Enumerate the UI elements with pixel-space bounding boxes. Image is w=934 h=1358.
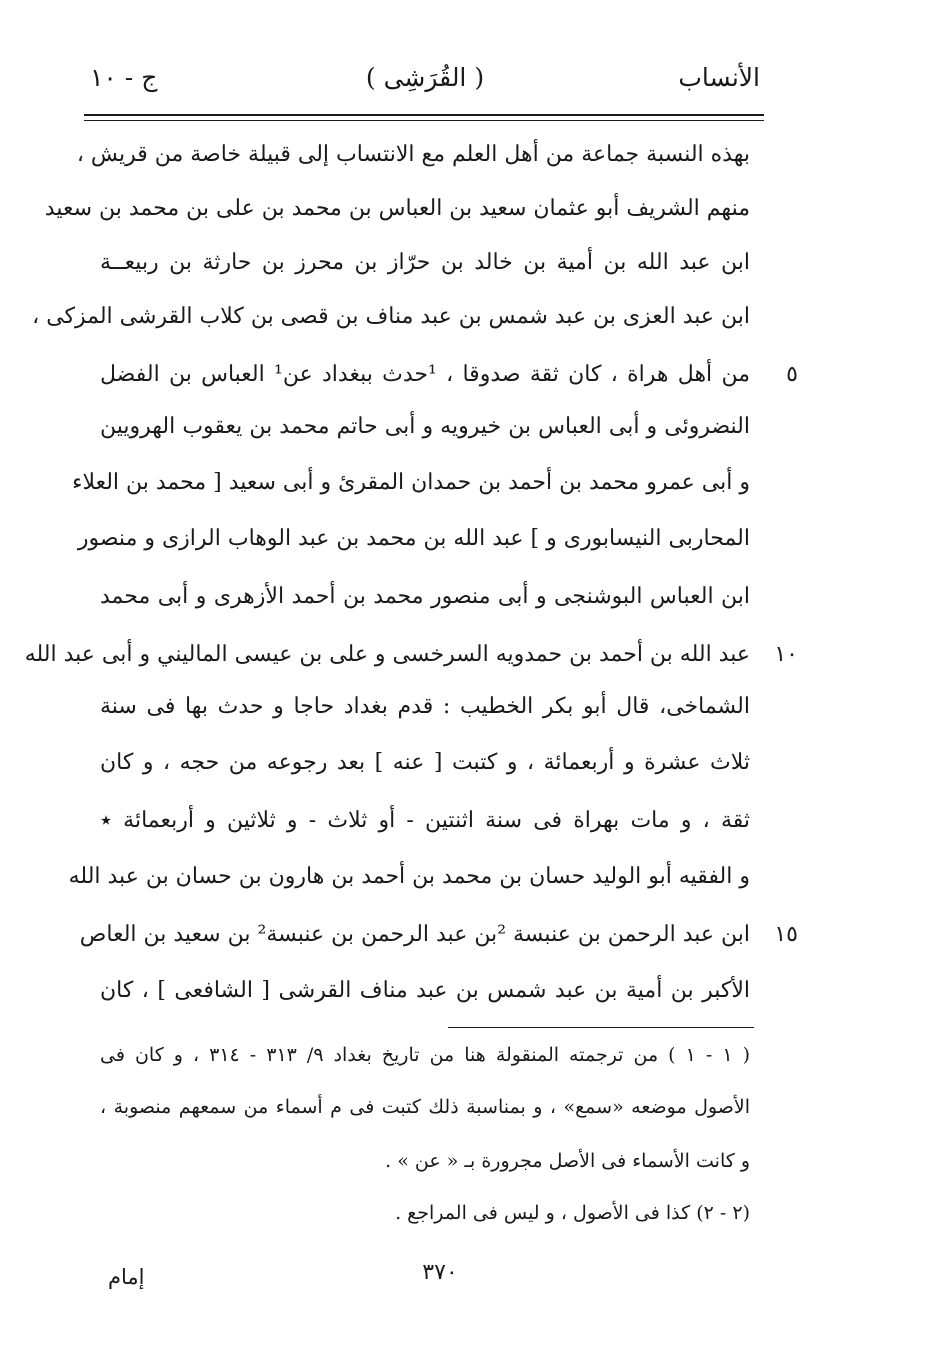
line-number-5: ٥ <box>786 362 798 387</box>
page-number: ٣٧٠ <box>422 1260 458 1285</box>
text-line-12: ثلاث عشرة و أربعمائة ، و كتبت [ عنه ] بعد رجوعه من حجه ، و كان <box>100 750 750 775</box>
text-line-16: الأكبر بن أمية بن عبد شمس بن عبد مناف القرشى [ الشافعى ] ، كان <box>100 978 750 1003</box>
entry-heading: ( القُرَشِى ) <box>365 63 485 92</box>
signature-word: إمام <box>108 1265 145 1289</box>
book-title: الأنساب <box>678 63 760 92</box>
line-number-15: ١٥ <box>774 922 798 947</box>
text-line-7: و أبى عمرو محمد بن أحمد بن حمدان المقرئ و أبى سعيد [ محمد بن العلاء <box>72 470 750 495</box>
text-line-11: الشماخى، قال أبو بكر الخطيب : قدم بغداد حاجا و حدث بها فى سنة <box>100 694 750 719</box>
line-number-10: ١٠ <box>774 642 798 667</box>
footnote-line-3: و كانت الأسماء فى الأصل مجرورة بـ « عن » . <box>385 1150 750 1172</box>
running-header <box>90 58 760 98</box>
footnote-line-1: ( ١ - ١ ) من ترجمته المنقولة هنا من تاريخ بغداد ٩/ ٣١٣ - ٣١٤ ، و كان فى <box>100 1044 750 1066</box>
text-line-1: بهذه النسبة جماعة من أهل العلم مع الانتساب إلى قبيلة خاصة من قريش ، <box>76 142 750 167</box>
text-line-3: ابن عبد الله بن أمية بن خالد بن حرّاز بن محرز بن حارثة بن ربيعــة <box>100 250 750 275</box>
footnote-line-2: الأصول موضعه «سمع» ، و بمناسبة ذلك كتبت فى م أسماء من سمعهم منصوبة ، <box>100 1096 750 1118</box>
text-line-4: ابن عبد العزى بن عبد شمس بن عبد مناف بن قصى بن كلاب القرشى المزكى ، <box>32 304 750 329</box>
volume-label: ج - ١٠ <box>90 63 158 92</box>
text-line-9: ابن العباس البوشنجى و أبى منصور محمد بن أحمد الأزهرى و أبى محمد <box>100 584 750 609</box>
text-line-5: من أهل هراة ، كان ثقة صدوقا ، ¹حدث ببغداد عن¹ العباس بن الفضل <box>100 362 750 387</box>
text-line-2: منهم الشريف أبو عثمان سعيد بن العباس بن محمد بن على بن محمد بن سعيد <box>44 196 750 221</box>
text-line-13: ثقة ، و مات بهراة فى سنة اثنتين - أو ثلاث - و ثلاثين و أربعمائة ٭ <box>100 808 750 833</box>
text-line-6: النضروئى و أبى العباس بن خيرويه و أبى حاتم محمد بن يعقوب الهرويين <box>100 414 750 439</box>
header-rule-thin <box>84 120 764 121</box>
text-line-14: و الفقيه أبو الوليد حسان بن محمد بن أحمد بن هارون بن حسان بن عبد الله <box>68 864 750 889</box>
text-line-8: المحاربى النيسابورى و ] عبد الله بن محمد بن عبد الوهاب الرازى و منصور <box>77 526 750 551</box>
footnote-separator <box>448 1027 754 1028</box>
text-line-15: ابن عبد الرحمن بن عنبسة ²بن عبد الرحمن بن عنبسة² بن سعيد بن العاص <box>79 922 750 947</box>
header-rule-thick <box>84 114 764 116</box>
text-line-10: عبد الله بن أحمد بن حمدويه السرخسى و على بن عيسى الماليني و أبى عبد الله <box>24 642 750 667</box>
footnote-line-4: (٢ - ٢) كذا فى الأصول ، و ليس فى المراجع . <box>395 1202 750 1224</box>
